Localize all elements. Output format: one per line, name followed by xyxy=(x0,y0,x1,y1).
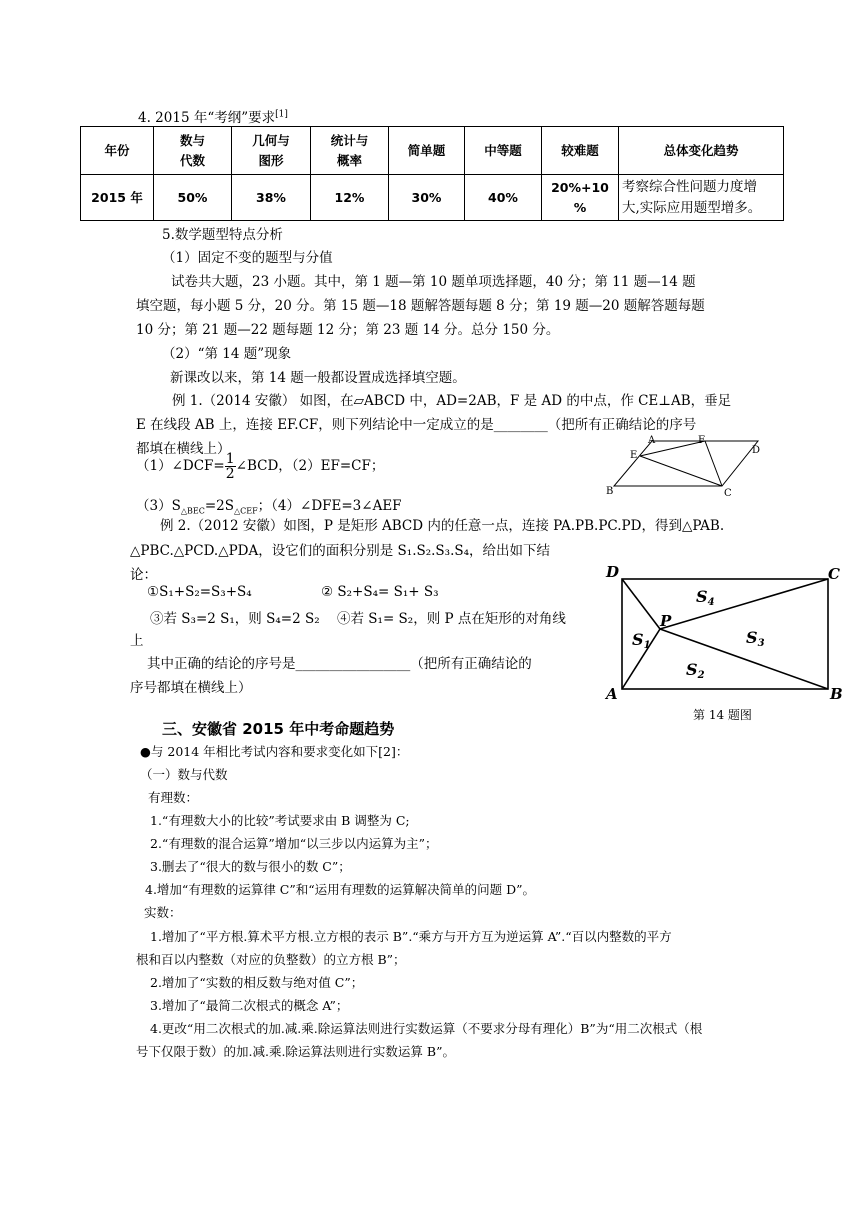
example2-line3: 论： xyxy=(130,567,157,583)
header-text-line: 总体变化趋势 xyxy=(663,142,739,158)
real-item-4-line2: 号下仅限于数）的加.减.乘.除运算法则进行实数运算 B”。 xyxy=(136,1044,455,1059)
cell-number-algebra: 50% xyxy=(154,175,232,221)
cell-trend xyxy=(619,175,784,221)
table-row xyxy=(81,175,784,221)
rational-item-1: 1.“有理数大小的比较”考试要求由 B 调整为 C; xyxy=(150,813,410,828)
cell-hard xyxy=(542,175,619,221)
cell-hard-line2: % xyxy=(573,199,587,215)
section4-title xyxy=(138,106,288,126)
example2-line1: 例 2.（2012 安徽）如图，P 是矩形 ABCD 内的任意一点，连接 PA.PB.PC.PD，得到△PAB. xyxy=(160,518,725,534)
th-easy xyxy=(389,127,465,175)
section4-ref: [1] xyxy=(275,109,288,120)
th-trend xyxy=(619,127,784,175)
header-text-line: 概率 xyxy=(336,152,362,168)
c3-part2: =2S xyxy=(204,498,234,514)
example1-c1-suffix: ∠BCD，（2）EF=CF； xyxy=(235,458,385,474)
fig1-label-D: D xyxy=(752,445,761,456)
fig2-label-S4: S4 xyxy=(696,587,715,608)
real-item-3: 3.增加了“最简二次根式的概念 A”； xyxy=(150,998,349,1013)
section5-sub1: （1）固定不变的题型与分值 xyxy=(162,250,333,266)
rational-heading: 有理数： xyxy=(148,790,199,805)
section3-title: 三、安徽省 2015 年中考命题趋势 xyxy=(162,720,395,738)
section5-para-line2: 填空题，每小题 5 分，20 分。第 15 题—18 题解答题每题 8 分；第 19 题—20 题解答题每题 xyxy=(136,298,705,314)
rational-item-4: 4.增加“有理数的运算律 C”和“运用有理数的运算解决简单的问题 D”。 xyxy=(145,882,536,897)
example2-conclusion2: ② S₂+S₄= S₁+ S₃ xyxy=(321,584,439,600)
header-text-line: 统计与 xyxy=(330,132,369,148)
example1-conclusion12 xyxy=(136,452,384,481)
fig2-label-D: D xyxy=(606,563,620,581)
parallelogram-figure xyxy=(600,432,770,502)
example2-conclusion4: ④若 S₁= S₂，则 P 点在矩形的对角线 xyxy=(337,611,566,627)
c3-sub2: △CEF xyxy=(234,506,258,516)
fig1-label-B: B xyxy=(606,486,614,497)
fig2-label-S3: S3 xyxy=(746,628,765,649)
section5-sub2-text: 新课改以来，第 14 题一般都设置成选择填空题。 xyxy=(170,370,466,386)
fig2-label-S2: S2 xyxy=(686,660,705,681)
real-item-4-line1: 4.更改“用二次根式的加.减.乘.除运算法则进行实数运算（不要求分母有理化）B”为“用二次根式（根 xyxy=(150,1021,703,1036)
fig2-label-P: P xyxy=(660,612,672,630)
fig2-label-C: C xyxy=(828,565,840,583)
cell-trend-line2: 大,实际应用题型增多。 xyxy=(622,199,762,216)
exam-outline-table xyxy=(80,126,784,221)
fig1-label-A: A xyxy=(648,435,656,446)
header-text-line: 代数 xyxy=(179,152,205,168)
fig2-caption: 第 14 题图 xyxy=(693,708,752,722)
header-text-line: 数与 xyxy=(179,132,205,148)
fig1-label-E: E xyxy=(630,450,638,461)
fraction-numerator: 1 xyxy=(225,451,235,467)
table-header-row xyxy=(81,127,784,175)
example1-line1: 例 1.（2014 安徽） 如图，在▱ABCD 中，AD=2AB，F 是 AD 的中点，作 CE⊥AB，垂足 xyxy=(172,393,732,409)
rational-item-3: 3.删去了“很大的数与很小的数 C”； xyxy=(150,859,351,874)
change-bullet: ●与 2014 年相比考试内容和要求变化如下[2]： xyxy=(140,744,409,759)
example2-question-line1: 其中正确的结论的序号是_________________（把所有正确结论的 xyxy=(147,656,532,672)
section5-sub2: （2）“第 14 题”现象 xyxy=(162,346,292,362)
fraction-denominator: 2 xyxy=(225,466,235,482)
th-number-algebra xyxy=(154,127,232,175)
example1-line3: 都填在横线上） xyxy=(136,441,231,457)
real-item-1-line1: 1.增加了“平方根.算术平方根.立方根的表示 B”.“乘方与开方互为逆运算 A”.“百以内整数的平方 xyxy=(150,929,672,944)
cell-year: 2015 年 xyxy=(81,175,154,221)
rational-item-2: 2.“有理数的混合运算”增加“以三步以内运算为主”； xyxy=(150,836,438,851)
example2-line2: △PBC.△PCD.△PDA，设它们的面积分别是 S₁.S₂.S₃.S₄，给出如下结 xyxy=(130,543,551,559)
example2-conclusion1: ①S₁+S₂=S₃+S₄ xyxy=(147,584,252,600)
section5-para-line1: 试卷共大题，23 小题。其中，第 1 题—第 10 题单项选择题，40 分；第 11 题—14 题 xyxy=(171,274,696,290)
cell-easy: 30% xyxy=(389,175,465,221)
example2-conclusion4-cont: 上 xyxy=(130,633,144,649)
header-text-line: 图形 xyxy=(258,152,284,168)
real-heading: 实数： xyxy=(144,905,182,920)
cell-hard-line1: 20%+10 xyxy=(551,179,609,195)
th-hard xyxy=(542,127,619,175)
rectangle-figure xyxy=(600,560,850,730)
cell-trend-line1: 考察综合性问题力度增 xyxy=(622,178,757,195)
example2-conclusion3: ③若 S₃=2 S₁，则 S₄=2 S₂ xyxy=(150,611,320,627)
example1-conclusion34 xyxy=(136,494,402,516)
cell-statistics: 12% xyxy=(311,175,389,221)
fraction-one-half xyxy=(225,452,236,481)
c3-part1: （3）S xyxy=(136,498,181,514)
th-statistics xyxy=(311,127,389,175)
c3-sub1: △BEC xyxy=(180,506,205,516)
section4-title-text: 4. 2015 年“考纲”要求 xyxy=(138,110,276,126)
cell-geometry: 38% xyxy=(232,175,311,221)
fig2-label-B: B xyxy=(830,685,843,703)
header-text-line: 中等题 xyxy=(484,142,522,158)
real-item-2: 2.增加了“实数的相反数与绝对值 C”； xyxy=(150,975,364,990)
header-text-line: 简单题 xyxy=(407,142,446,158)
example1-line2: E 在线段 AB 上，连接 EF.CF，则下列结论中一定成立的是________（把所有正确结论的序号 xyxy=(136,417,697,433)
th-medium xyxy=(465,127,542,175)
c3-part3: ；（4）∠DFE=3∠AEF xyxy=(257,498,402,514)
cell-medium: 40% xyxy=(465,175,542,221)
fig2-label-S1: S1 xyxy=(632,630,651,651)
th-geometry xyxy=(232,127,311,175)
real-item-1-line2: 根和百以内整数（对应的负整数）的立方根 B”； xyxy=(136,952,406,967)
example2-question-line2: 序号都填在横线上） xyxy=(130,680,252,696)
header-text-line: 较难题 xyxy=(561,142,599,158)
header-text-line: 年份 xyxy=(104,142,130,158)
fig2-label-A: A xyxy=(606,685,618,703)
th-year xyxy=(81,127,154,175)
fig1-label-F: F xyxy=(698,435,705,446)
header-text-line: 几何与 xyxy=(252,132,290,148)
example1-c1-prefix: （1）∠DCF= xyxy=(136,458,225,474)
section5-title: 5.数学题型特点分析 xyxy=(162,227,283,243)
section5-para-line3: 10 分；第 21 题—22 题每题 12 分；第 23 题 14 分。总分 150 分。 xyxy=(136,322,560,338)
subsection-number-algebra: （一）数与代数 xyxy=(140,767,228,782)
fig1-label-C: C xyxy=(724,488,732,499)
